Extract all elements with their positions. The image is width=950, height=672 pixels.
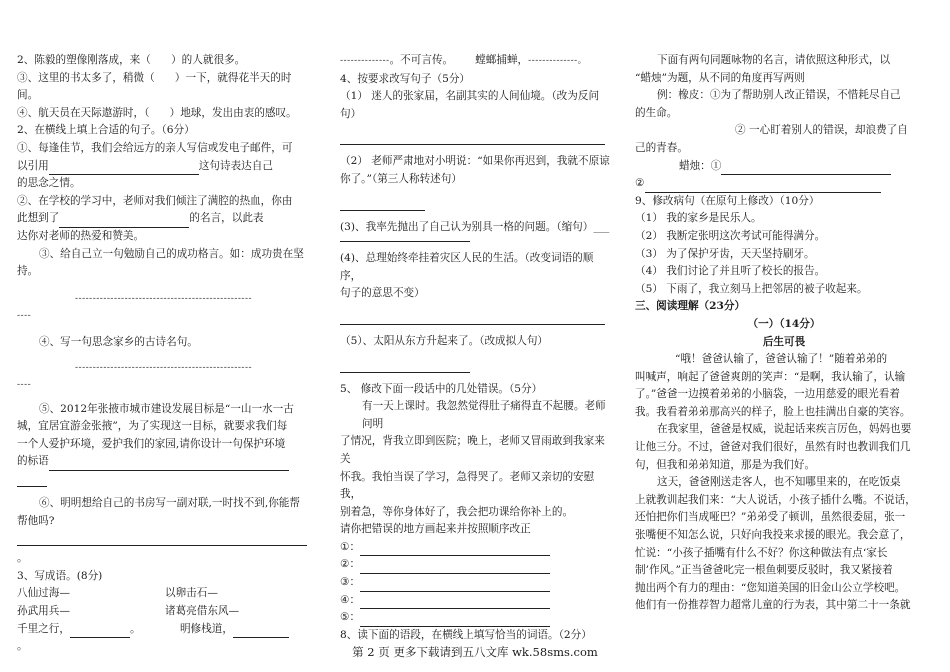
text-line: 句子的意思不变） xyxy=(340,287,425,300)
text-line: 达你对老师的热爱和赞美。 xyxy=(17,229,145,242)
subsection-heading: （一）（14分） xyxy=(747,317,821,330)
text-line: 在我家里，爸爸是权威，说起话来疾言厉色，妈妈也要 xyxy=(657,423,912,436)
text-line: 城，宜居宜游金张掖”，为了实现这一目标，就要求我们每 xyxy=(17,420,288,433)
text-line: （4） 我们讨论了并且听了校长的报告。 xyxy=(635,265,826,278)
answer-line[interactable] xyxy=(340,323,605,325)
text-line: 让他三分。不过，爸爸对我们很好，虽然有时也教训我们几 xyxy=(635,441,911,454)
text-line: ⑤、2012年张掖市城市建设发展目标是“一山一水一古 xyxy=(39,402,294,415)
text-line: 下面有两句同题咏物的名言，请依照这种形式，以 xyxy=(657,54,891,66)
text-line: (3)、我率先抛出了自己认为别具一格的问题。（缩句）___ xyxy=(340,220,610,233)
text-line: 了。”爸爸一边摸着弟弟的小脑袋，一边用慈爱的眼光看着 xyxy=(635,388,900,401)
text-line: 。 xyxy=(17,552,28,565)
text-line: 制’作风。”正当爸爸叱完一根鱼刺要反驳时，我又紧接着 xyxy=(635,564,893,577)
text-line: 己的青春。 xyxy=(635,141,688,154)
correction-row: ②： xyxy=(340,556,610,574)
text-line: 有一天上课时。我忽然觉得肚子痛得直不起腰。老师问明 xyxy=(362,400,606,430)
text-line: ⑥、明明想给自己的书房写一副对联,一时找不到,你能帮 xyxy=(39,497,300,510)
page-footer: 第 2 页 更多下载请到五八文库 wk.58sms.com xyxy=(352,645,598,659)
text-line: （2） 我断定张明这次考试可能得满分。 xyxy=(635,229,826,242)
text-line: 你了。”（第三人称转述句） xyxy=(340,172,462,185)
text-line: “蜡烛”为题，从不同的角度再写两则 xyxy=(635,71,805,84)
correction-row: ④： xyxy=(340,592,610,610)
dashed-answer-line[interactable]: ---- xyxy=(17,311,32,322)
answer-line[interactable] xyxy=(17,544,307,546)
text-line: （1） 迷人的张家届，名副其实的人间仙境。（改为反问 xyxy=(340,90,600,103)
text-line: 的标语 xyxy=(17,453,317,471)
text-line: (4)、总理始终牵挂着灾区人民的生活。（改变词语的顺序， xyxy=(340,252,594,282)
text-line: 上就教训起我们来：“大人说话，小孩子插什么嘴。不说话， xyxy=(635,493,916,506)
text-line: ②、在学校的学习中，老师对我们倾注了满腔的热血，你由 xyxy=(17,194,293,207)
text-line: 叫喊声，响起了爸爸爽朗的笑声：“是啊，我认输了，认输 xyxy=(635,370,906,383)
text-line: 持。 xyxy=(17,265,39,278)
dashed-answer-line[interactable]: -------------------------------------------------- xyxy=(75,362,253,373)
idiom-row: 八仙过海— 以卵击石— xyxy=(17,587,218,600)
column-middle xyxy=(340,52,610,644)
question-heading: 8、读下面的语段，在横线上填写恰当的词语。（2分） xyxy=(340,628,592,641)
text-line: ③、给自己立一句勉励自己的成功格言。如：成功贵在坚 xyxy=(39,247,304,260)
text-line: 这天，爸爸刚送走客人，也不知哪里来的，在吃饭桌 xyxy=(657,476,901,489)
text-line: ③、这里的书太多了，稍微（ ）一下，就得花半天的时 xyxy=(17,71,292,84)
answer-line[interactable] xyxy=(17,485,47,487)
answer-row: ② xyxy=(635,175,933,193)
text-line: 忙说：“小孩子插嘴有什么不好？你这种做法有点‘家长 xyxy=(635,546,888,559)
text-line: 怀我。我怕当误了学习，急得哭了。老师又亲切的安慰我， xyxy=(340,470,595,501)
text-line: 例：橡皮：①为了帮助别人改正错误，不惜耗尽自己 xyxy=(657,89,901,102)
answer-line[interactable] xyxy=(340,143,605,145)
text-line: 抛出两个有力的理由：“您知道美国的旧金山公立学校吧。 xyxy=(635,581,906,594)
text-line: “哦！爸爸认输了，爸爸认输了！”随着弟弟的 xyxy=(675,353,888,366)
text-line: 此想到了 的名言，以此表 xyxy=(17,210,317,228)
text-line: 。 xyxy=(17,640,28,653)
text-line: 请你把错误的地方画起来并按照顺序改正 xyxy=(340,523,531,536)
text-line: （3） 为了保护牙齿，天天坚持刷牙。 xyxy=(635,247,815,260)
text-line: 一个人爱护环境，爱护我们的家园,请你设计一句保护环境 xyxy=(17,437,286,450)
text-line: 帮他吗? xyxy=(17,514,55,527)
answer-blank[interactable] xyxy=(233,637,289,638)
correction-row: ⑤： xyxy=(340,609,610,627)
text-line: ② 一心盯着别人的错误，却浪费了自 xyxy=(735,124,908,137)
answer-blank[interactable] xyxy=(70,637,130,638)
text-line: 别着急，等你身体好了，我会把功课给你补上的。 xyxy=(340,505,574,518)
dashed-answer-line[interactable]: -------------------------------------------------- xyxy=(75,293,253,304)
text-line: （5） 下雨了，我立刻马上把邻居的被子收起来。 xyxy=(635,282,868,295)
idiom-row: 千里之行， 。 明修栈道， xyxy=(17,621,317,639)
text-line: 了情况，背我立即到医院；晚上，老师又冒雨敢到我家来关 xyxy=(340,435,605,465)
text-line: （5）、太阳从东方升起来了。（改成拟人句） xyxy=(340,334,549,347)
answer-blank[interactable] xyxy=(49,470,289,471)
section-heading: 三、阅读理解（23分） xyxy=(635,300,746,313)
text-line: 间。 xyxy=(17,89,39,102)
question-heading: 9、修改病句（在原句上修改）（10分） xyxy=(635,194,820,207)
answer-line[interactable] xyxy=(340,209,425,211)
text-line: ④、写一句思念家乡的古诗名句。 xyxy=(39,335,198,348)
text-line: 句） xyxy=(340,107,362,120)
correction-row: ③： xyxy=(340,574,610,592)
question-heading: 2、在横线上填上合适的句子。（6分） xyxy=(17,124,195,137)
text-line: 他们有一份推荐智力超常儿童的行为表，其中第二十一条就 xyxy=(635,599,911,612)
passage-title: 后生可畏 xyxy=(762,335,806,348)
text-line: ①、每逢佳节，我们会给远方的亲人写信或发电子邮件，可 xyxy=(17,141,293,154)
question-heading: 3、写成语。(8分) xyxy=(17,569,103,582)
answer-line[interactable] xyxy=(340,240,470,242)
question-heading: 5、 修改下面一段话中的几处错误。（5分） xyxy=(340,382,543,395)
correction-row: ①： xyxy=(340,539,610,557)
text-line: 2、陈毅的塑像刚落成，来（ ）的人就很多。 xyxy=(17,54,246,66)
text-line: （2） 老师严肃地对小明说：“如果你再迟到，我就不原谅 xyxy=(340,155,610,168)
text-line: 我。我看着弟弟那高兴的样子，脸上也挂满出自豪的笑容。 xyxy=(635,405,911,418)
text-line: （1） 我的家乡是民乐人。 xyxy=(635,212,762,225)
text-line: 张嘴便不知怎么说，只好向我投来求援的眼光。我会意了， xyxy=(635,529,911,542)
question-heading: 4、按要求改写句子（5分） xyxy=(340,72,471,85)
answer-line[interactable] xyxy=(340,371,470,373)
text-line: 的生命。 xyxy=(635,106,678,119)
idiom-row: 孙武用兵— 诸葛亮借东风— xyxy=(17,605,240,618)
answer-row: 蜡烛：① xyxy=(635,158,933,176)
column-right xyxy=(635,52,933,615)
text-line: 还怕把你们当成哑巴？”弟弟受了顿训，虽然很委屈，张一 xyxy=(635,511,906,524)
column-left xyxy=(17,52,317,656)
text-line: --------------。不可言传。 螳螂捕蝉，--------------。 xyxy=(340,54,588,66)
text-line: 句，但我和弟弟知道，那是为我们好。 xyxy=(635,458,816,471)
dashed-answer-line[interactable]: ---- xyxy=(17,380,32,391)
text-line: 的思念之情。 xyxy=(17,177,81,190)
text-line: 以引用 这句诗表达自己 xyxy=(17,158,317,176)
text-line: ④、航天员在天际遨游时，（ ）地球，发出由衷的感叹。 xyxy=(17,106,297,119)
